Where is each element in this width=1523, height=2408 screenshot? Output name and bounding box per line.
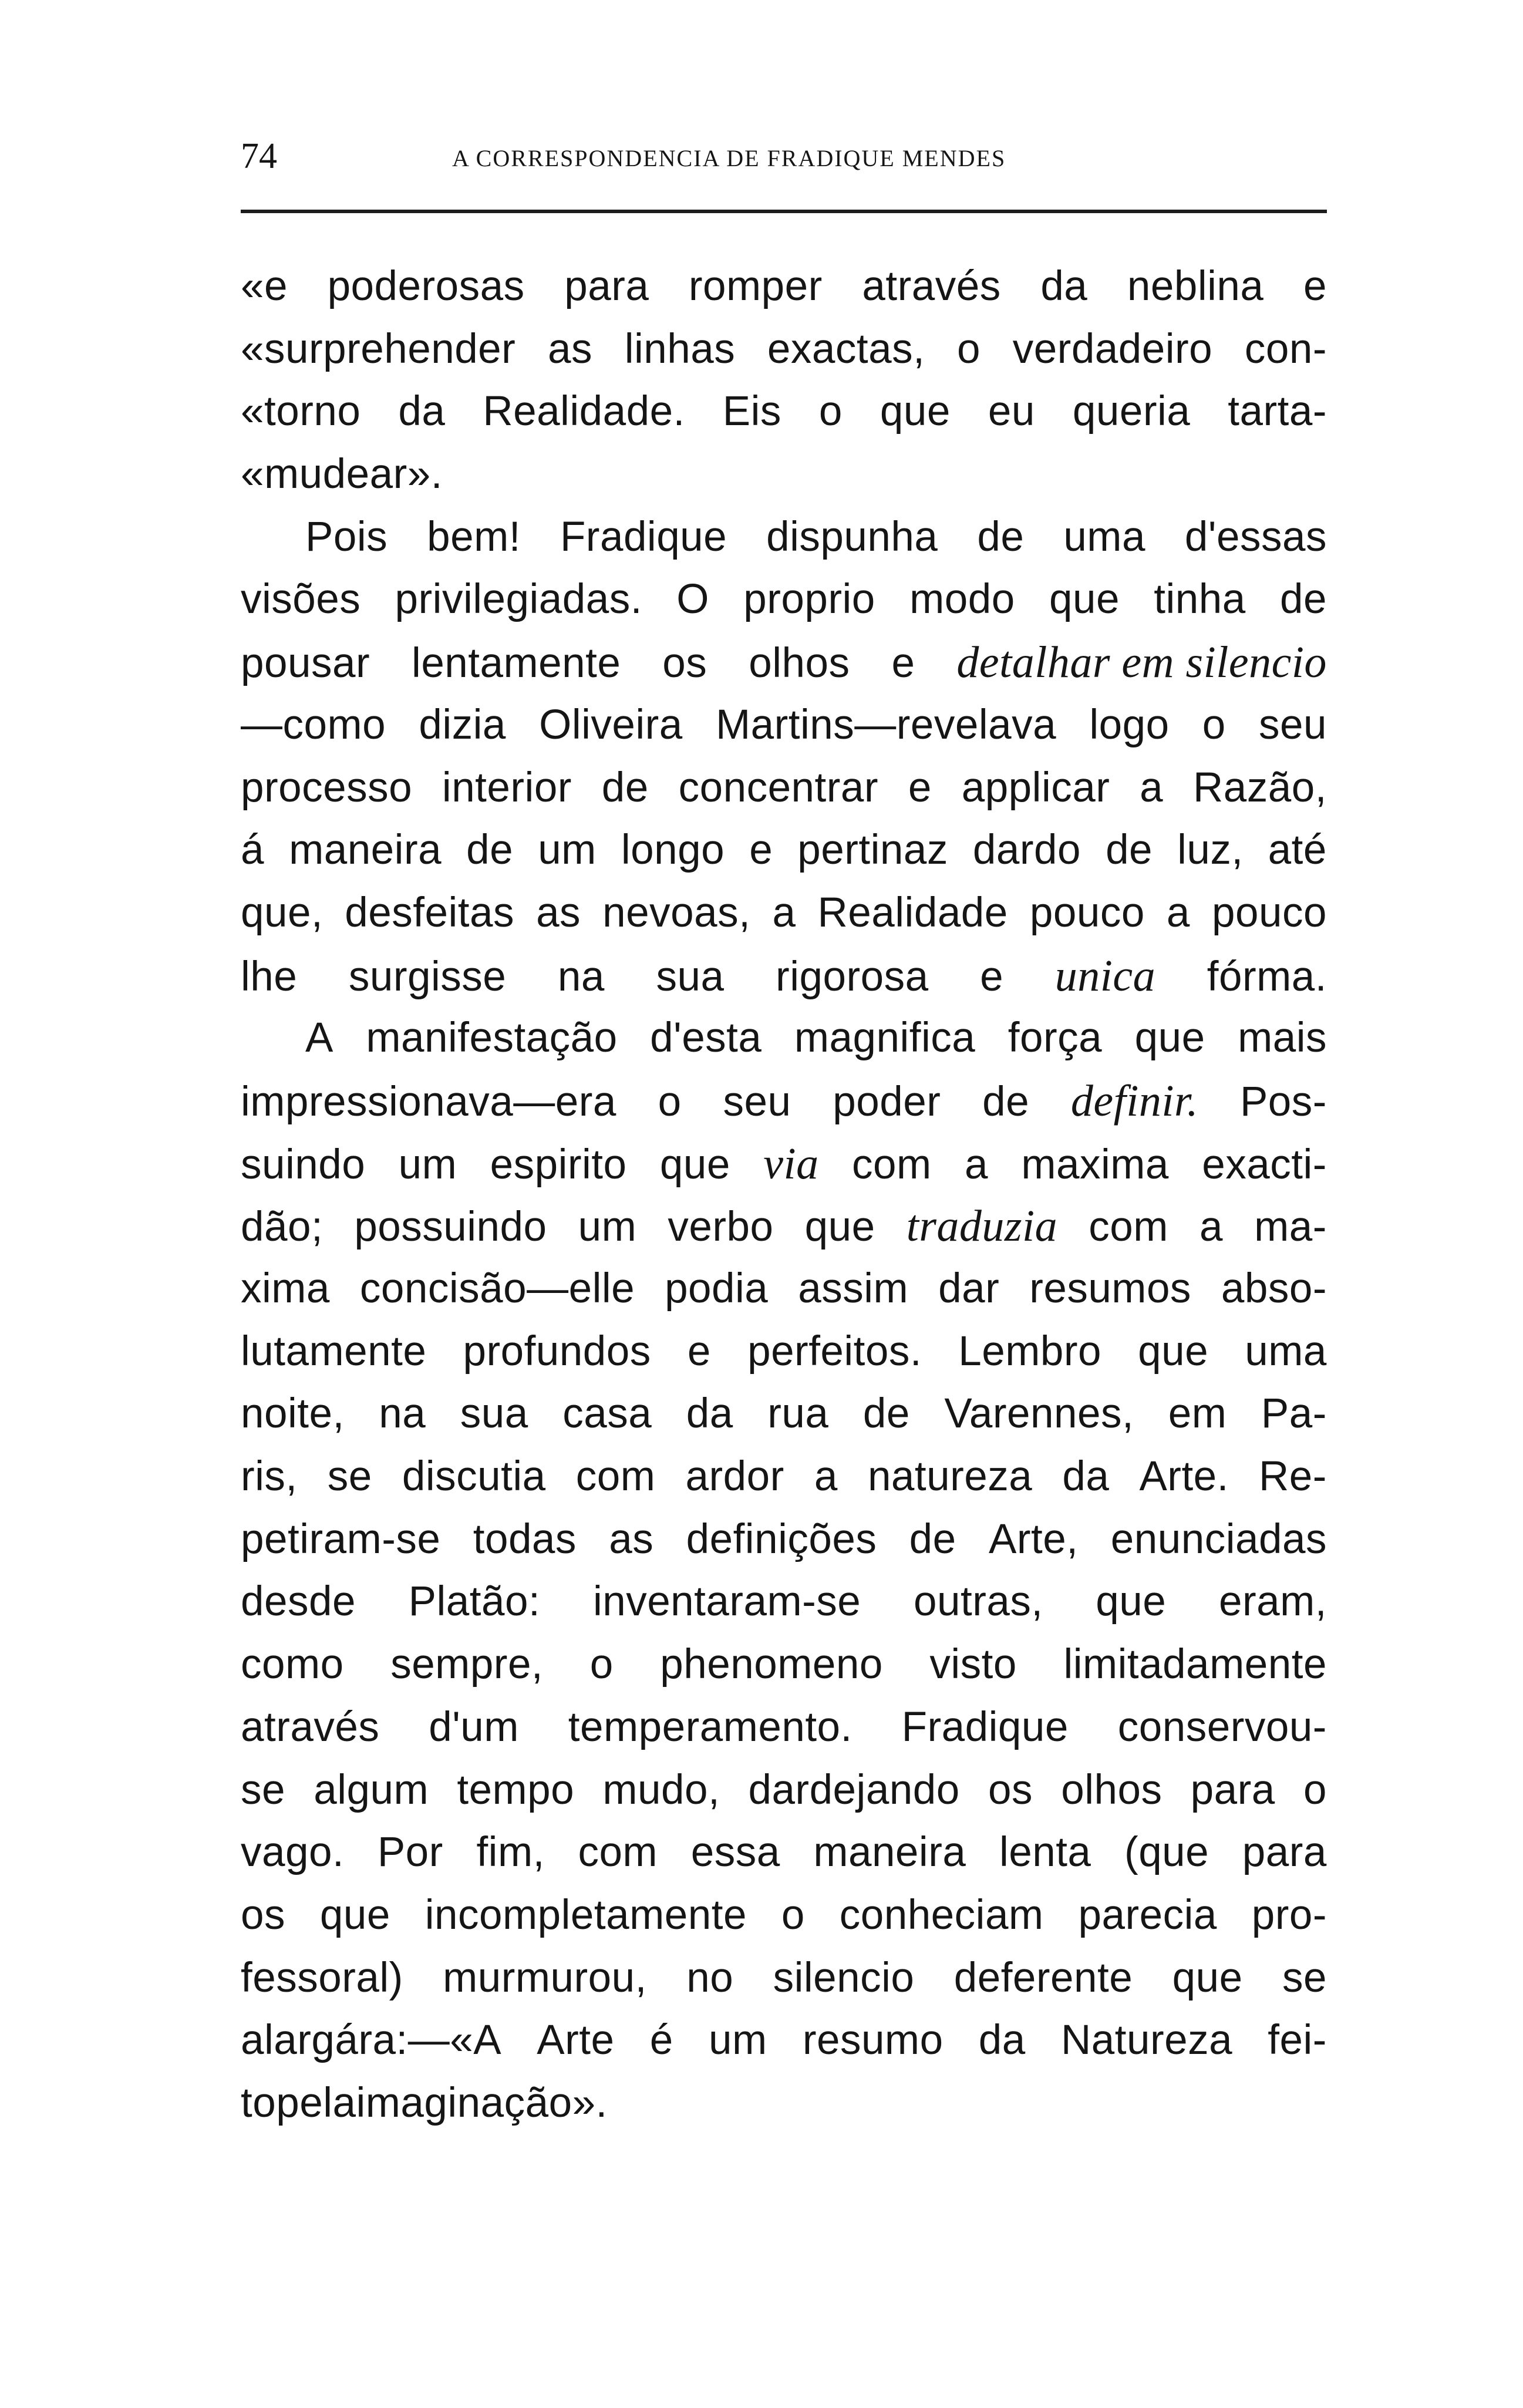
- word: uma: [1063, 513, 1145, 560]
- text-line: [241, 1258, 1327, 1321]
- word: um: [398, 1141, 457, 1188]
- word: o: [589, 1641, 614, 1688]
- word: logo: [1089, 701, 1170, 748]
- word: deferente: [953, 1954, 1133, 2001]
- body-text: [241, 255, 1327, 2135]
- word: de: [862, 1390, 910, 1437]
- word: olhos: [1061, 1766, 1163, 1813]
- text-line: [241, 1821, 1327, 1884]
- text-line: [241, 819, 1327, 882]
- word: suindo: [241, 1141, 366, 1188]
- word: o: [1202, 701, 1226, 748]
- word: Natureza: [1060, 2017, 1233, 2064]
- word: lenta: [999, 1829, 1091, 1876]
- word: limitadamente: [1063, 1641, 1327, 1688]
- word: profundos: [463, 1328, 651, 1375]
- word: que: [1172, 1954, 1243, 2001]
- word: que: [659, 1141, 730, 1188]
- text-line: [241, 1383, 1327, 1446]
- word: to: [241, 2079, 277, 2126]
- word: traduzia: [906, 1201, 1058, 1251]
- word: eu: [988, 388, 1035, 435]
- word: privilegiadas.: [395, 576, 642, 623]
- word: definir.: [1070, 1076, 1199, 1126]
- word: rigorosa: [776, 953, 929, 1000]
- word: de: [1280, 576, 1327, 623]
- word: —como: [241, 701, 386, 748]
- word: como: [241, 1641, 344, 1688]
- word: desde: [241, 1578, 356, 1625]
- word: Eis: [722, 388, 781, 435]
- word: o: [818, 388, 843, 435]
- word: linhas: [624, 325, 736, 372]
- word: «torno: [241, 388, 361, 435]
- word: que: [1096, 1578, 1167, 1625]
- word: de: [977, 513, 1025, 560]
- word: dardejando: [748, 1766, 960, 1813]
- word: perfeitos.: [747, 1328, 922, 1375]
- word: as: [609, 1515, 654, 1562]
- word: Martins—revelava: [715, 701, 1057, 748]
- word: conheciam: [839, 1891, 1044, 1938]
- word: e: [891, 640, 915, 687]
- word: resumos: [1029, 1265, 1191, 1312]
- text-line: [241, 1947, 1327, 2010]
- word: Varennes,: [944, 1390, 1134, 1437]
- word: na: [557, 953, 605, 1000]
- word: romper: [688, 263, 823, 309]
- word: pousar: [241, 640, 370, 687]
- word: pertinaz: [797, 827, 948, 874]
- word: Razão,: [1193, 764, 1327, 811]
- word: Realidade: [817, 889, 1008, 936]
- word: se: [327, 1453, 372, 1500]
- word: em: [1168, 1390, 1227, 1437]
- word: Por: [377, 1829, 443, 1876]
- word: da: [1040, 263, 1088, 309]
- text-line: [241, 318, 1327, 381]
- word: mais: [1238, 1015, 1327, 1062]
- word: silencio: [773, 1954, 915, 2001]
- word: que: [1138, 1328, 1209, 1375]
- word: a: [1199, 1204, 1224, 1251]
- word: ris,: [241, 1453, 298, 1500]
- word: Fradique: [560, 513, 727, 560]
- word: através: [862, 263, 1001, 309]
- word: visões: [241, 576, 361, 623]
- word: O: [676, 576, 709, 623]
- word: seu: [723, 1078, 791, 1125]
- text-line: [241, 1133, 1327, 1195]
- word: con-: [1244, 325, 1327, 372]
- text-line: [241, 2072, 1327, 2135]
- word: visto: [929, 1641, 1017, 1688]
- page-number: 74: [241, 136, 277, 176]
- word: dão;: [241, 1204, 324, 1251]
- word: os: [662, 640, 707, 687]
- text-line: [241, 506, 1327, 569]
- text-line: [241, 1571, 1327, 1634]
- word: sempre,: [390, 1641, 544, 1688]
- word: lhe: [241, 953, 298, 1000]
- word: olhos: [749, 640, 850, 687]
- word: pela: [276, 2079, 356, 2126]
- word: desfeitas: [345, 889, 514, 936]
- word: dardo: [972, 827, 1081, 874]
- word: temperamento.: [568, 1703, 853, 1750]
- word: impressionava—era: [241, 1078, 616, 1125]
- word: Fradique: [901, 1703, 1069, 1750]
- text-line: [241, 631, 1327, 694]
- word: nevoas,: [602, 889, 751, 936]
- word: pouco: [1029, 889, 1145, 936]
- text-line: [241, 1634, 1327, 1696]
- word: lutamente: [241, 1328, 427, 1375]
- text-line: [241, 1321, 1327, 1383]
- word: interior: [442, 764, 572, 811]
- word: imaginação».: [356, 2079, 608, 2126]
- word: poder: [833, 1078, 941, 1125]
- word: via: [763, 1139, 819, 1188]
- word: outras,: [914, 1578, 1043, 1625]
- word: e: [687, 1328, 711, 1375]
- word: dar: [938, 1265, 1000, 1312]
- word: resumo: [802, 2017, 944, 2064]
- word: xima: [241, 1265, 330, 1312]
- word: um: [538, 827, 597, 874]
- text-line: [241, 1508, 1327, 1571]
- word: com: [1089, 1204, 1168, 1251]
- word: de: [909, 1515, 956, 1562]
- text-line: [241, 255, 1327, 318]
- word: seu: [1259, 701, 1327, 748]
- word: enunciadas: [1110, 1515, 1327, 1562]
- word: uma: [1245, 1328, 1327, 1375]
- word: (que: [1124, 1829, 1209, 1876]
- word: ma-: [1254, 1204, 1327, 1251]
- word: que,: [241, 889, 324, 936]
- word: da: [1062, 1453, 1110, 1500]
- text-line: [241, 2009, 1327, 2072]
- word: phenomeno: [660, 1641, 883, 1688]
- word: Realidade.: [483, 388, 685, 435]
- word: maxima: [1021, 1141, 1169, 1188]
- word: fessoral): [241, 1954, 403, 2001]
- word: as: [548, 325, 592, 372]
- word: Lembro: [958, 1328, 1102, 1375]
- word: poderosas: [327, 263, 525, 309]
- word: dizia: [419, 701, 506, 748]
- word: espirito: [490, 1141, 627, 1188]
- word: Arte,: [989, 1515, 1079, 1562]
- text-line: [241, 443, 1327, 506]
- word: manifestação: [366, 1015, 618, 1062]
- running-title: A CORRESPONDENCIA DE FRADIQUE MENDES: [452, 145, 1006, 171]
- word: pouco: [1212, 889, 1327, 936]
- word: A: [305, 1015, 333, 1062]
- word: maneira: [289, 827, 442, 874]
- text-line: [241, 757, 1327, 820]
- word: de: [982, 1078, 1030, 1125]
- word: a: [1140, 764, 1164, 811]
- word: o: [781, 1891, 805, 1938]
- word: noite,: [241, 1390, 345, 1437]
- text-line: [241, 1759, 1327, 1822]
- text-line: [241, 694, 1327, 757]
- text-line: [241, 1195, 1327, 1258]
- word: pro-: [1251, 1891, 1327, 1938]
- word: petiram-se: [241, 1515, 441, 1562]
- word: fórma.: [1207, 953, 1327, 1000]
- word: as: [536, 889, 581, 936]
- word: força: [1008, 1015, 1103, 1062]
- word: a: [964, 1141, 988, 1188]
- word: exacti-: [1202, 1141, 1327, 1188]
- word: de: [466, 827, 514, 874]
- word: de: [601, 764, 649, 811]
- word: fei-: [1268, 2017, 1327, 2064]
- word: alargára:—«A: [241, 2017, 502, 2064]
- word: conservou-: [1117, 1703, 1327, 1750]
- word: que: [1134, 1015, 1205, 1062]
- word: murmurou,: [443, 1954, 647, 2001]
- word: e: [980, 953, 1004, 1000]
- word: Arte: [537, 2017, 615, 2064]
- word: é: [649, 2017, 673, 2064]
- text-line: [241, 882, 1327, 945]
- word: processo: [241, 764, 413, 811]
- word: se: [1282, 1954, 1327, 2001]
- word: com: [578, 1829, 658, 1876]
- word: a: [772, 889, 796, 936]
- word: definições: [686, 1515, 877, 1562]
- word: queria: [1072, 388, 1191, 435]
- word: a: [1166, 889, 1190, 936]
- word: que: [804, 1204, 875, 1251]
- text-line: [241, 1007, 1327, 1070]
- word: detalhar em silencio: [956, 638, 1327, 688]
- word: rua: [767, 1390, 829, 1437]
- word: se: [241, 1766, 285, 1813]
- word: d'essas: [1184, 513, 1327, 560]
- word: podia: [665, 1265, 769, 1312]
- word: natureza: [867, 1453, 1033, 1500]
- word: da: [398, 388, 446, 435]
- word: mudo,: [602, 1766, 720, 1813]
- word: longo: [621, 827, 725, 874]
- word: casa: [562, 1390, 652, 1437]
- word: que: [319, 1891, 390, 1938]
- word: dispunha: [766, 513, 938, 560]
- word: Pos-: [1239, 1078, 1327, 1125]
- text-line: [241, 945, 1327, 1008]
- word: discutia: [402, 1453, 546, 1500]
- text-line: [241, 1070, 1327, 1133]
- word: «surprehender: [241, 325, 516, 372]
- word: para: [1190, 1766, 1275, 1813]
- word: Platão:: [408, 1578, 541, 1625]
- word: á: [241, 827, 264, 874]
- word: sua: [656, 953, 725, 1000]
- word: da: [686, 1390, 733, 1437]
- word: os: [988, 1766, 1033, 1813]
- word: através: [241, 1703, 380, 1750]
- text-line: [241, 1884, 1327, 1947]
- text-line: [241, 568, 1327, 631]
- word: Pois: [305, 513, 388, 560]
- word: possuindo: [354, 1204, 547, 1251]
- word: unica: [1054, 951, 1156, 1001]
- word: todas: [473, 1515, 577, 1562]
- word: com: [851, 1141, 932, 1188]
- word: o: [957, 325, 980, 372]
- word: verdadeiro: [1012, 325, 1213, 372]
- word: surgisse: [348, 953, 507, 1000]
- word: da: [978, 2017, 1026, 2064]
- page-header: [241, 133, 1327, 186]
- word: eram,: [1218, 1578, 1327, 1625]
- word: até: [1268, 827, 1327, 874]
- text-line: [241, 380, 1327, 443]
- word: com: [575, 1453, 656, 1500]
- word: essa: [690, 1829, 780, 1876]
- word: de: [1106, 827, 1153, 874]
- word: os: [241, 1891, 285, 1938]
- word: d'esta: [650, 1015, 762, 1062]
- word: Oliveira: [539, 701, 683, 748]
- word: luz,: [1177, 827, 1244, 874]
- word: proprio: [743, 576, 875, 623]
- word: que: [880, 388, 951, 435]
- word: algum: [314, 1766, 429, 1813]
- word: para: [1242, 1829, 1327, 1876]
- word: tarta-: [1228, 388, 1327, 435]
- word: concentrar: [678, 764, 879, 811]
- word: bem!: [427, 513, 521, 560]
- word: Re-: [1259, 1453, 1327, 1500]
- word: para: [564, 263, 649, 309]
- word: o: [1303, 1766, 1327, 1813]
- word: tempo: [457, 1766, 575, 1813]
- word: a: [814, 1453, 838, 1500]
- text-line: [241, 1696, 1327, 1759]
- word: um: [708, 2017, 767, 2064]
- word: concisão—elle: [359, 1265, 635, 1312]
- header-rule: [241, 210, 1327, 213]
- word: parecia: [1078, 1891, 1217, 1938]
- text-line: [241, 1446, 1327, 1508]
- word: inventaram-se: [592, 1578, 861, 1625]
- word: ardor: [685, 1453, 784, 1500]
- word: sua: [460, 1390, 528, 1437]
- word: no: [686, 1954, 734, 2001]
- word: modo: [909, 576, 1015, 623]
- word: na: [379, 1390, 426, 1437]
- word: e: [1303, 263, 1327, 309]
- word: um: [578, 1204, 637, 1251]
- word: exactas,: [767, 325, 925, 372]
- word: que: [1049, 576, 1120, 623]
- word: Arte.: [1139, 1453, 1229, 1500]
- word: neblina: [1127, 263, 1264, 309]
- word: d'um: [429, 1703, 519, 1750]
- word: e: [749, 827, 773, 874]
- word: «e: [241, 263, 288, 309]
- word: «mudear».: [241, 451, 443, 498]
- word: Pa-: [1261, 1390, 1327, 1437]
- word: incompletamente: [424, 1891, 747, 1938]
- word: vago.: [241, 1829, 345, 1876]
- word: verbo: [668, 1204, 774, 1251]
- word: magnifica: [794, 1015, 976, 1062]
- word: maneira: [813, 1829, 966, 1876]
- word: tinha: [1154, 576, 1246, 623]
- word: abso-: [1221, 1265, 1327, 1312]
- word: e: [908, 764, 932, 811]
- word: o: [658, 1078, 682, 1125]
- word: assim: [798, 1265, 909, 1312]
- word: fim,: [476, 1829, 545, 1876]
- word: lentamente: [412, 640, 621, 687]
- word: applicar: [961, 764, 1110, 811]
